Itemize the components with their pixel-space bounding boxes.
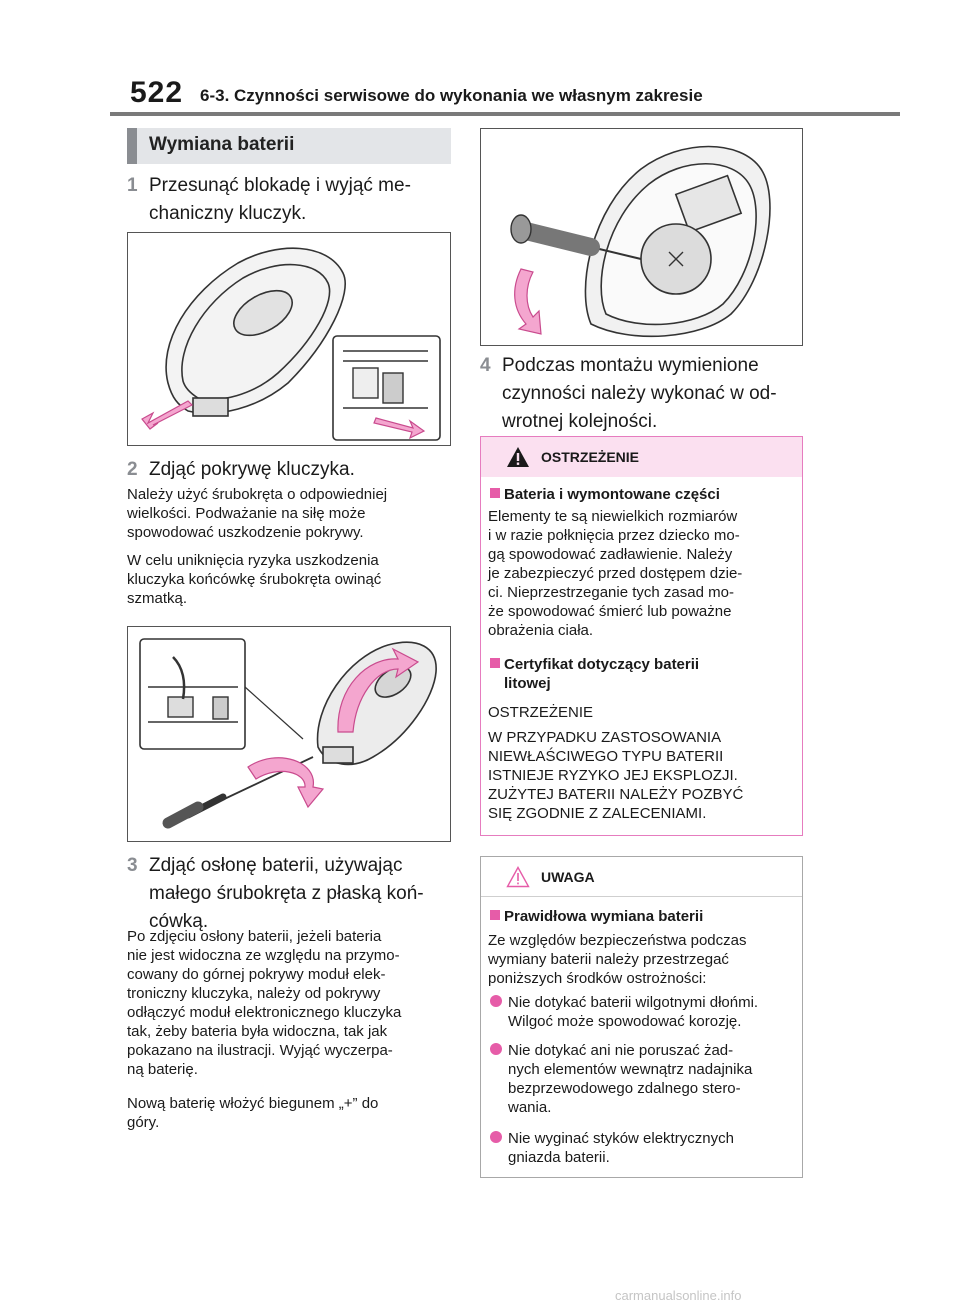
notice-title: UWAGA <box>541 869 595 885</box>
notice-title-bar <box>481 857 802 897</box>
illustration-remove-key-cover <box>127 626 451 842</box>
step-3-note-1: Po zdjęciu osłony baterii, jeżeli bateria nie jest widoczna ze względu na przymo- cowany do górnej pokrywy moduł elek- troniczny kluczyka, należy od pokrywy odłączyć moduł elektronicznego kluczyka tak, żeby bateria była widoczna, tak jak pokazano na ilustracji. Wyjąć wyczerpa- ną baterię. <box>127 928 402 1078</box>
step-text: Zdjąć osłonę baterii, używając małego śrubokręta z płaską koń- cówką. <box>149 855 424 932</box>
step-2-note-1: Należy użyć śrubokręta o odpowiedniej wielkości. Podważanie na siłę może spowodować uszkodzenie pokrywy. <box>127 486 388 541</box>
warning-paragraph-1: Elementy te są niewielkich rozmiarów i w razie połknięcia przez dziecko mo- gą spowodować zadławienie. Należy je zabezpieczyć przed dostępem dzie- ci. Nieprzestrzeganie tych zasad mo- że spowodować śmierć lub poważne obrażenia ciała. <box>488 508 743 639</box>
step-2 <box>127 456 457 484</box>
notice-box: UWAGA Prawidłowa wymiana baterii Ze względów bezpieczeństwa podczas wymiany baterii należy przestrzegać poniższych środków ostrożności: Nie dotykać baterii wilgotnymi dłońmi. Wilgoć może spowodować korozję. Nie dotykać ani nie poruszać żad- nych elementów wewnątrz nadajnika bezprzewodowego zdalnego stero- wania. Nie wyginać styków elektrycznych gniazda baterii. <box>480 856 803 1178</box>
warning-title: OSTRZEŻENIE <box>541 449 640 465</box>
warning-paragraph-2: OSTRZEŻENIE <box>488 704 594 721</box>
step-text: Podczas montażu wymienione czynności należy wykonać w od- wrotnej kolejności. <box>502 355 777 432</box>
warning-box: OSTRZEŻENIE Bateria i wymontowane części Elementy te są niewielkich rozmiarów i w razie połknięcia przez dziecko mo- gą spowodować zadławienie. Należy je zabezpieczyć przed dostępem dzie- ci. Nieprzestrzeganie tych zasad mo- że spowodować śmierć lub poważne obrażenia ciała. Certyfikat dotyczący baterii litowej OSTRZEŻENIE W PRZYPADKU ZASTOSOWANIA NIEWŁAŚCIWEGO TYPU BATERII ISTNIEJE RYZYKO JEJ EKSPLOZJI. ZUŻYTEJ BATERII NALEŻY POZBYĆ SIĘ ZGODNIE Z ZALECENIAMI. <box>480 436 803 836</box>
chapter-title: 6-3. Czynności serwisowe do wykonania we własnym zakresie <box>200 86 703 105</box>
notice-intro: Ze względów bezpieczeństwa podczas wymiany baterii należy przestrzegać poniższych środków ostrożności: <box>488 932 747 987</box>
step-text: Przesunąć blokadę i wyjąć me- chaniczny kluczyk. <box>149 175 411 224</box>
warning-triangle-icon <box>506 446 530 468</box>
step-text: Zdjąć pokrywę kluczyka. <box>149 459 355 480</box>
warning-paragraph-3: W PRZYPADKU ZASTOSOWANIA NIEWŁAŚCIWEGO TYPU BATERII ISTNIEJE RYZYKO JEJ EKSPLOZJI. ZUŻYTEJ BATERII NALEŻY POZBYĆ SIĘ ZGODNIE Z ZALECENIAMI. <box>488 729 744 822</box>
step-2-note-2: W celu uniknięcia ryzyka uszkodzenia kluczyka końcówkę śrubokręta owinąć szmatką. <box>127 552 382 607</box>
page-header <box>0 0 960 118</box>
step-number: 1 <box>127 175 138 196</box>
step-3 <box>127 852 457 936</box>
step-1 <box>127 172 457 228</box>
footer-watermark: carmanualsonline.info <box>615 1288 742 1303</box>
step-number: 4 <box>480 355 491 376</box>
section-title: Wymiana baterii <box>149 134 295 155</box>
section-heading <box>127 128 451 164</box>
illustration-remove-mechanical-key <box>127 232 451 446</box>
caution-triangle-icon <box>506 866 530 888</box>
step-3-note-2: Nową baterię włożyć biegunem „+” do góry. <box>127 1095 379 1131</box>
warning-title-bar <box>481 437 802 477</box>
step-number: 2 <box>127 459 138 480</box>
page-number: 522 <box>130 76 184 109</box>
step-4 <box>480 352 810 436</box>
step-number: 3 <box>127 855 138 876</box>
illustration-remove-battery <box>480 128 803 346</box>
header-rule <box>110 112 900 116</box>
